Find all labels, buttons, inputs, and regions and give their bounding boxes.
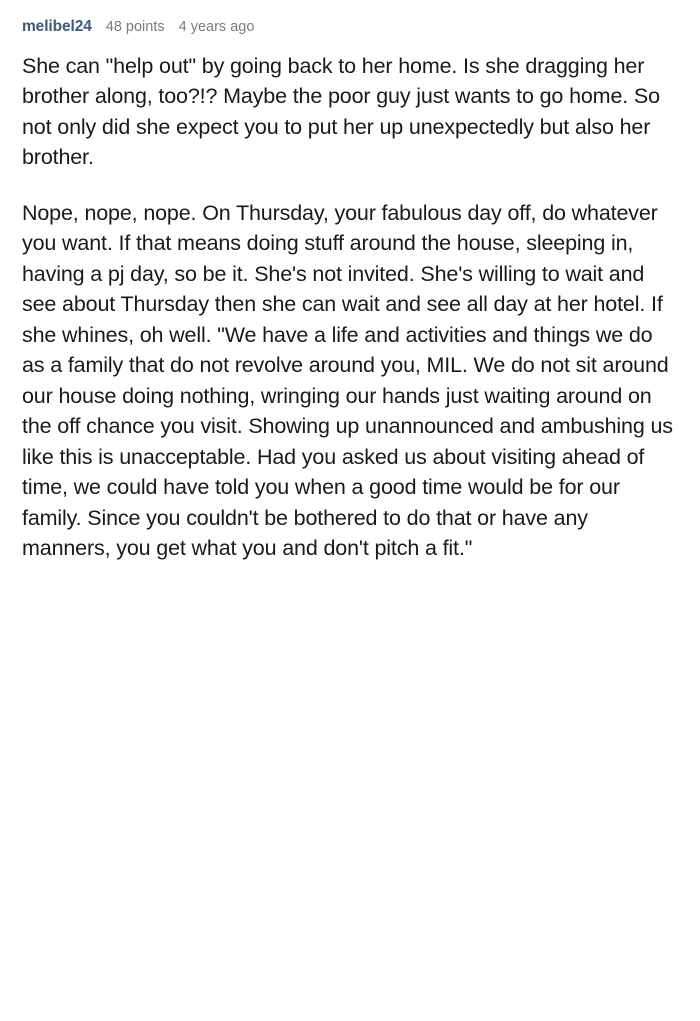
comment-paragraph: Nope, nope, nope. On Thursday, your fabulous day off, do whatever you want. If that means doing stuff around the house, sleeping in, having a pj day, so be it. She's not invited. She's willing to wait and see about Thursday then she can wait and see all day at her hotel. If she whines, oh well. "We have a life and activities and things we do as a family that do not revolve around you, MIL. We do not sit around our house doing nothing, wringing our hands just waiting around on the off chance you visit. Showing up unannounced and ambushing us like this is unacceptable. Had you asked us about visiting ahead of time, we could have told you when a good time would be for our family. Since you couldn't be bothered to do that or have any manners, you get what you and don't pitch a fit." <box>22 200 673 561</box>
comment-body <box>22 51 678 564</box>
comment-timestamp: 4 years ago <box>178 19 255 35</box>
comment-paragraph: She can "help out" by going back to her home. Is she dragging her brother along, too?!? Maybe the poor guy just wants to go home. So not only did she expect you to put her up unexpectedly but also her brother. <box>22 53 660 170</box>
comment-meta <box>22 18 678 37</box>
comment-score: 48 points <box>105 19 165 35</box>
comment-author[interactable]: melibel24 <box>22 18 92 35</box>
